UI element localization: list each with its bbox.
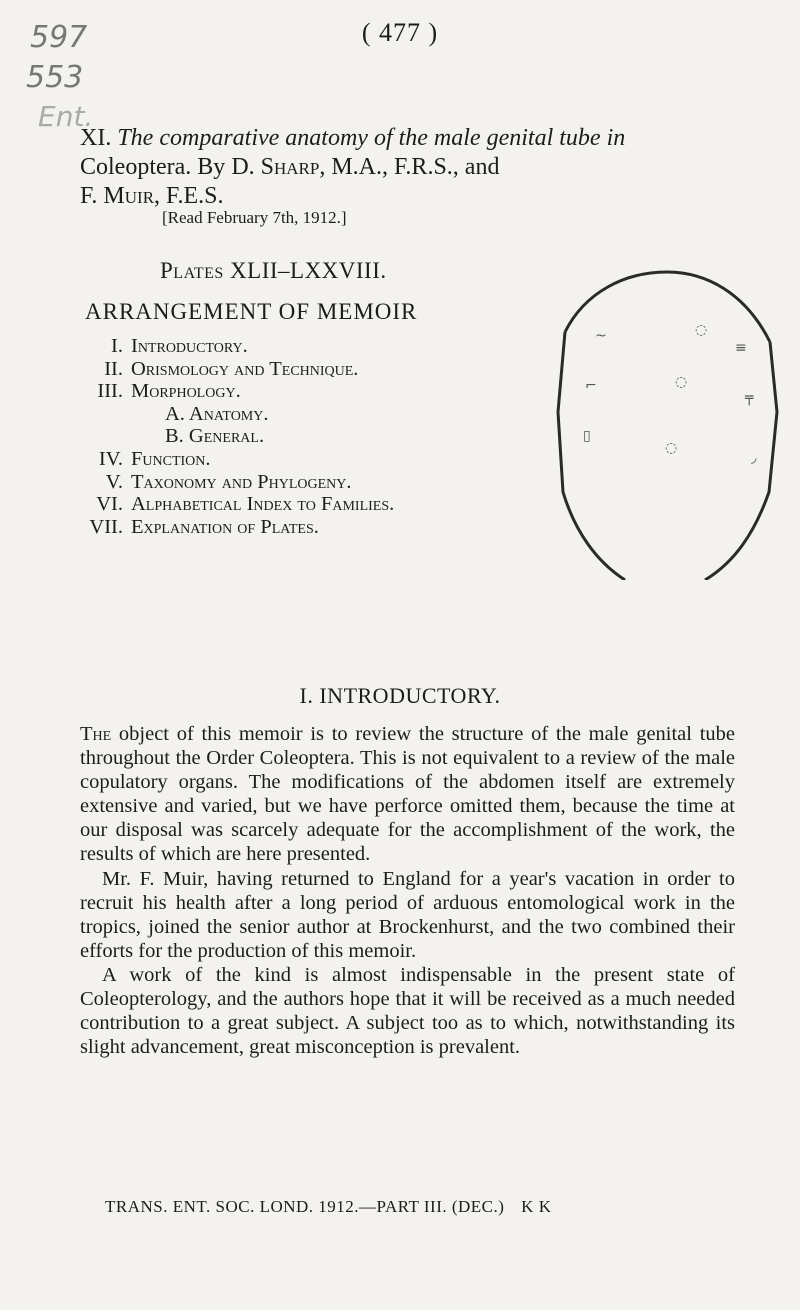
- arrangement-item: [78, 516, 638, 539]
- arrangement-text: Introductory.: [131, 335, 248, 357]
- margin-note-bottom: Ent.: [38, 100, 94, 133]
- author-sharp: D. Sharp, M.A., F.R.S.,: [231, 154, 459, 180]
- article-number: XI.: [80, 125, 112, 151]
- svg-text:▯: ▯: [583, 428, 591, 444]
- arrangement-numeral: VI.: [96, 493, 123, 516]
- svg-text:⌐: ⌐: [585, 378, 597, 394]
- article-title: The comparative anatomy of the male genital tube in: [117, 125, 626, 151]
- article-title-block: [80, 124, 750, 211]
- arrangement-text: Function.: [131, 447, 211, 470]
- plates-range: Plates XLII–LXXVIII.: [160, 258, 387, 283]
- svg-text:≡: ≡: [735, 340, 747, 356]
- section-body: [80, 722, 735, 1059]
- arrangement-heading: ARRANGEMENT OF MEMOIR: [85, 299, 418, 324]
- paragraph-1-lead: The: [80, 723, 112, 745]
- journal-footer: [105, 1197, 551, 1217]
- arrangement-numeral: II.: [104, 357, 123, 380]
- arrangement-item: [78, 335, 638, 358]
- arrangement-item: [78, 493, 638, 516]
- svg-text:◌: ◌: [665, 440, 678, 456]
- arrangement-item: [78, 358, 638, 381]
- arrangement-text: Orismology and Technique.: [131, 357, 359, 380]
- by-label: By: [197, 154, 226, 180]
- arrangement-item: [78, 425, 638, 448]
- section-heading: I. INTRODUCTORY.: [299, 683, 501, 708]
- article-title-continued: Coleoptera.: [80, 154, 192, 180]
- arrangement-numeral: VII.: [89, 515, 123, 538]
- arrangement-text: B. General.: [165, 425, 265, 448]
- arrangement-list: [78, 335, 638, 538]
- read-date: [Read February 7th, 1912.]: [162, 208, 347, 227]
- arrangement-item: [78, 380, 638, 403]
- author-muir: F. Muir, F.E.S.: [80, 183, 224, 209]
- signature-mark: K K: [521, 1197, 552, 1216]
- arrangement-text: Explanation of Plates.: [131, 515, 319, 538]
- arrangement-numeral: III.: [97, 380, 123, 403]
- arrangement-text: Taxonomy and Phylogeny.: [131, 470, 352, 493]
- paragraph-3: A work of the kind is almost indispensable in the present state of Coleopterology, and the authors hope that it will be received as a much needed contribution to a great subject. A subject too as to which, notwithstanding its slight advancement, great misconception is prevalent.: [80, 963, 735, 1059]
- paragraph-1-text: object of this memoir is to review the structure of the male genital tube throughout the Order Coleoptera. This is not equivalent to a review of the male copulatory organs. The modifications of the abdomen itself are extremely extensive and varied, but we have perforce omitted them, because the time at our disposal was scarcely adequate for the accomplishment of the work, the results of which are here presented.: [80, 723, 735, 866]
- arrangement-text: A. Anatomy.: [165, 402, 269, 425]
- paragraph-2: Mr. F. Muir, having returned to England for a year's vacation in order to recruit his health after a long period of arduous entomological work in the tropics, joined the senior author at Brockenhurst, and the two combined their efforts for the production of this memoir.: [80, 867, 735, 962]
- and-label: and: [464, 154, 500, 180]
- arrangement-item: [78, 471, 638, 494]
- paragraph-1: [80, 722, 735, 867]
- svg-text:◌: ◌: [675, 374, 688, 390]
- arrangement-numeral: IV.: [98, 447, 123, 470]
- journal-citation: TRANS. ENT. SOC. LOND. 1912.—PART III. (DEC.): [105, 1197, 505, 1216]
- margin-note-middle: 553: [26, 60, 84, 95]
- svg-text:~: ~: [595, 328, 607, 344]
- svg-text:◞: ◞: [751, 450, 757, 466]
- arrangement-numeral: I.: [111, 335, 123, 357]
- arrangement-text: Alphabetical Index to Families.: [131, 493, 395, 516]
- page-number: ( 477 ): [361, 18, 439, 47]
- margin-note-top: 597: [30, 20, 88, 55]
- svg-text:◌: ◌: [695, 322, 708, 338]
- arrangement-item: [78, 403, 638, 426]
- arrangement-numeral: V.: [105, 470, 123, 493]
- arrangement-text: Morphology.: [131, 380, 241, 403]
- arrangement-item: [78, 448, 638, 471]
- svg-text:╤: ╤: [745, 390, 754, 406]
